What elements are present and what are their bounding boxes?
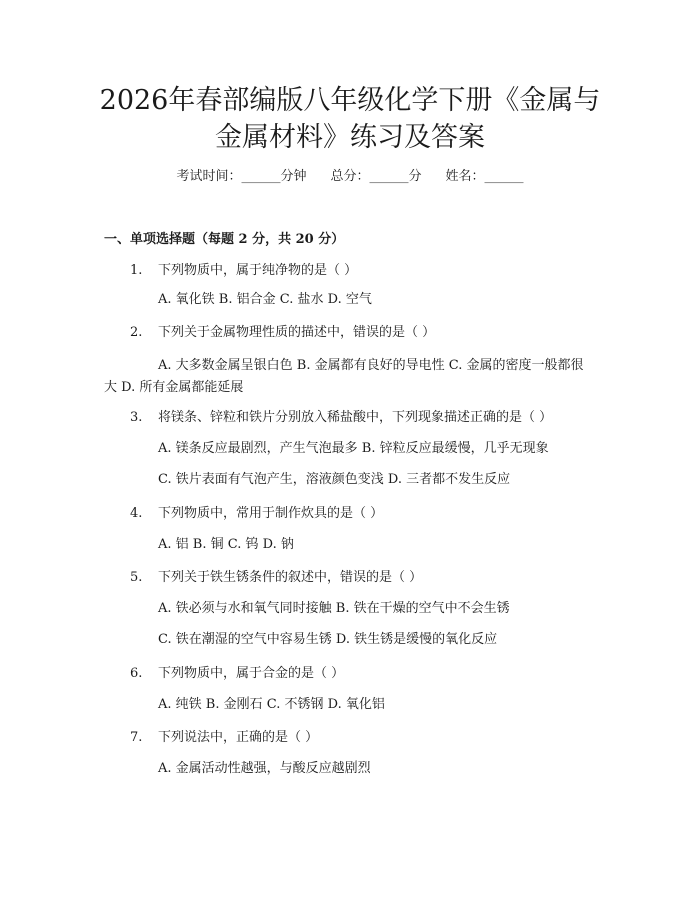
question-6 [130,665,344,683]
question-number: 2. [130,325,143,340]
question-1 [130,262,357,280]
question-stem: 下列物质中，常用于制作炊具的是（ ） [158,506,384,521]
page-title: 2026年春部编版八年级化学下册《金属与金属材料》练习及答案 [99,85,601,153]
question-number: 1. [130,263,143,278]
question-5-option-line-1: A. 铁必须与水和氧气同时接触 B. 铁在干燥的空气中不会生锈 [158,601,510,616]
question-1-options: A. 氧化铁 B. 铝合金 C. 盐水 D. 空气 [158,292,372,307]
section-heading-multiple-choice: 一、单项选择题（每题 2 分，共 20 分） [104,232,345,247]
question-3 [130,409,552,427]
question-2 [130,324,435,342]
total-score-field: 总分：______分 [330,169,422,184]
question-6-options: A. 纯铁 B. 金刚石 C. 不锈钢 D. 氧化铝 [158,697,385,712]
question-3-option-line-1: A. 镁条反应最剧烈，产生气泡最多 B. 锌粒反应最缓慢，几乎无现象 [158,441,549,456]
question-7 [130,729,318,747]
question-stem: 下列关于金属物理性质的描述中，错误的是（ ） [158,325,436,340]
question-4-options: A. 铝 B. 铜 C. 钨 D. 钠 [158,537,294,552]
question-number: 6. [130,666,143,681]
question-number: 7. [130,730,143,745]
question-stem: 将镁条、锌粒和铁片分别放入稀盐酸中，下列现象描述正确的是（ ） [158,410,553,425]
question-stem: 下列物质中，属于纯净物的是（ ） [158,263,358,278]
question-7-option-line-1: A. 金属活动性越强，与酸反应越剧烈 [158,761,371,776]
question-4 [130,505,383,523]
question-5-option-line-2: C. 铁在潮湿的空气中容易生锈 D. 铁生锈是缓慢的氧化反应 [158,632,498,647]
question-5 [130,569,422,587]
question-3-option-line-2: C. 铁片表面有气泡产生，溶液颜色变浅 D. 三者都不发生反应 [158,472,511,487]
question-number: 4. [130,506,143,521]
question-number: 5. [130,570,143,585]
question-stem: 下列说法中，正确的是（ ） [158,730,319,745]
question-stem: 下列物质中，属于合金的是（ ） [158,666,345,681]
exam-time-field: 考试时间：______分钟 [176,169,307,184]
student-name-field: 姓名：______ [445,169,524,184]
question-2-options: A. 大多数金属呈银白色 B. 金属都有良好的导电性 C. 金属的密度一般都很大 D. 所有金属都能延展 [104,358,584,395]
exam-meta [0,168,700,186]
question-number: 3. [130,410,143,425]
question-stem: 下列关于铁生锈条件的叙述中，错误的是（ ） [158,570,423,585]
